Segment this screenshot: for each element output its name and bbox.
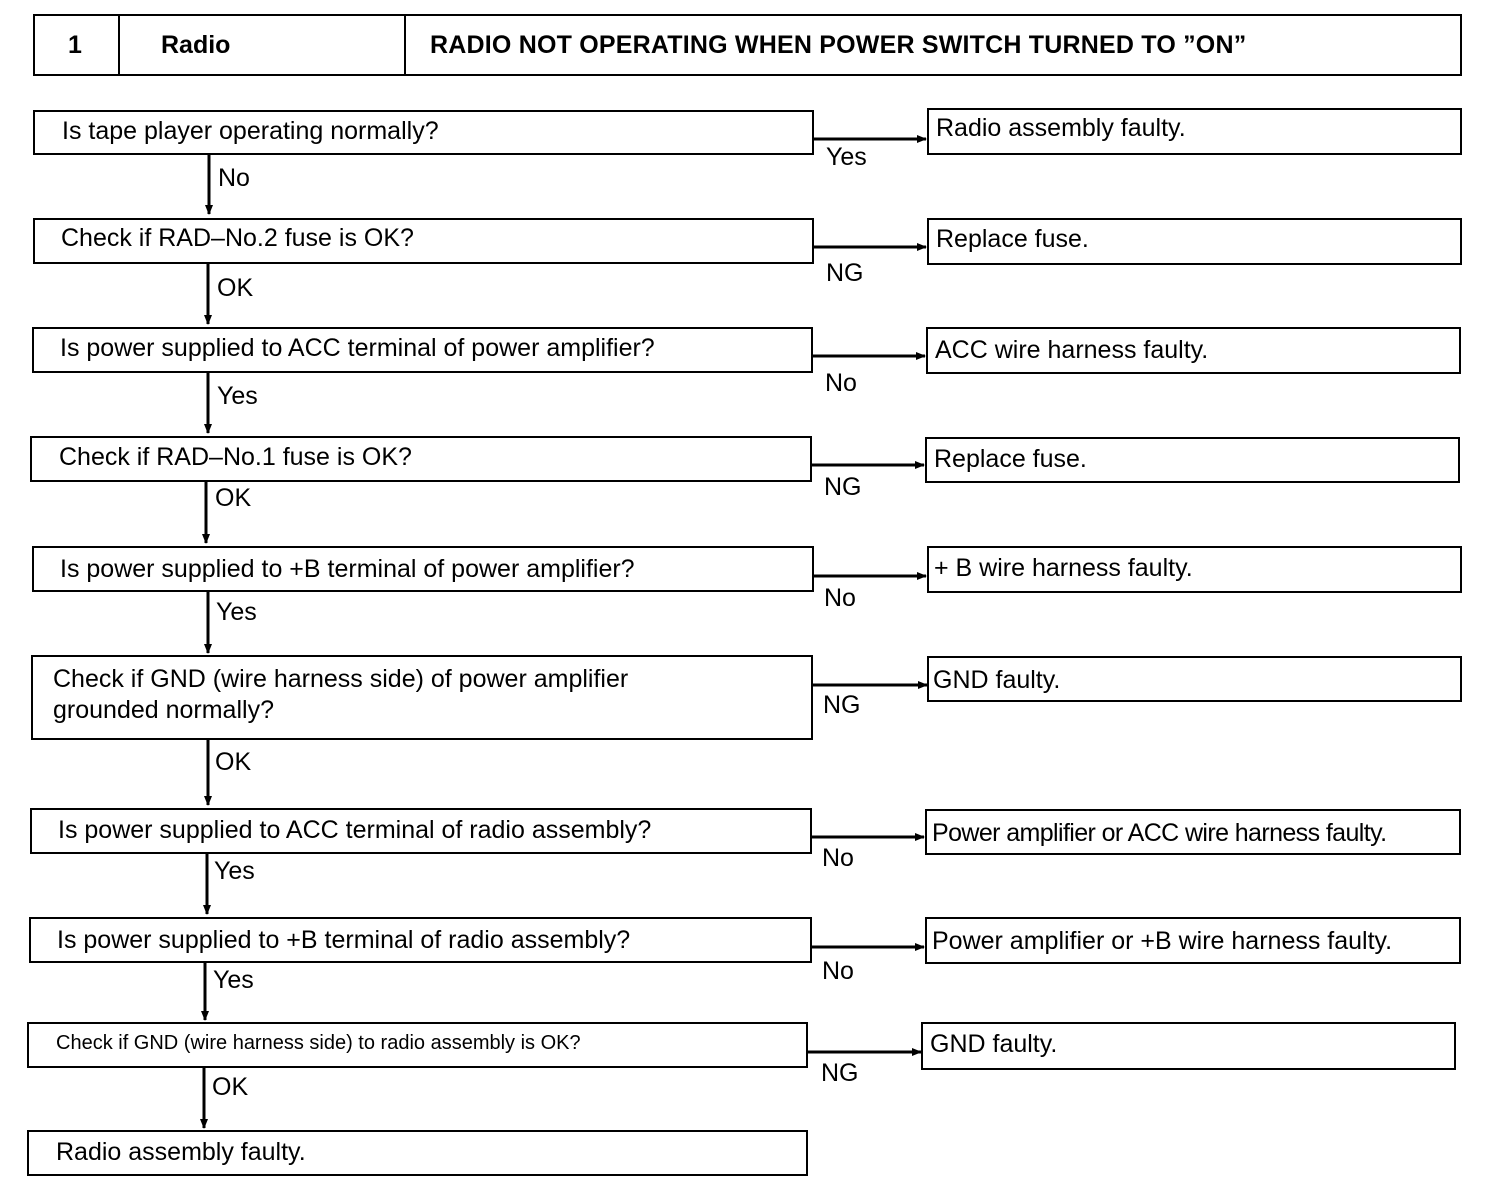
result-text-4: Replace fuse. bbox=[934, 445, 1087, 473]
result-text-7: Power amplifier or ACC wire harness faulty. bbox=[932, 819, 1387, 847]
header-title: RADIO NOT OPERATING WHEN POWER SWITCH TURNED TO ”ON” bbox=[430, 30, 1247, 59]
header-section: Radio bbox=[120, 16, 406, 74]
next-label-6: OK bbox=[215, 748, 252, 776]
question-text-6-line1: Check if GND (wire harness side) of power amplifier bbox=[53, 665, 629, 693]
branch-label-7: No bbox=[822, 844, 854, 872]
question-text-6-line2: grounded normally? bbox=[53, 696, 274, 724]
next-label-8: Yes bbox=[213, 966, 254, 994]
result-text-2: Replace fuse. bbox=[936, 225, 1089, 253]
result-text-1: Radio assembly faulty. bbox=[936, 114, 1186, 142]
next-label-9: OK bbox=[212, 1073, 249, 1101]
branch-label-5: No bbox=[824, 584, 856, 612]
next-label-5: Yes bbox=[216, 598, 257, 626]
header-number: 1 bbox=[35, 16, 120, 74]
question-text-5: Is power supplied to +B terminal of power amplifier? bbox=[60, 555, 635, 583]
question-text-1: Is tape player operating normally? bbox=[62, 117, 439, 145]
branch-label-1: Yes bbox=[826, 143, 867, 171]
branch-label-6: NG bbox=[823, 691, 861, 719]
question-text-8: Is power supplied to +B terminal of radio assembly? bbox=[57, 926, 631, 954]
question-text-9: Check if GND (wire harness side) to radio assembly is OK? bbox=[56, 1032, 581, 1054]
question-text-2: Check if RAD–No.2 fuse is OK? bbox=[61, 224, 414, 252]
branch-label-8: No bbox=[822, 957, 854, 985]
final-result-text: Radio assembly faulty. bbox=[56, 1138, 306, 1166]
question-text-3: Is power supplied to ACC terminal of power amplifier? bbox=[60, 334, 655, 362]
next-label-3: Yes bbox=[217, 382, 258, 410]
next-label-1: No bbox=[218, 164, 250, 192]
result-text-6: GND faulty. bbox=[933, 666, 1061, 694]
question-text-7: Is power supplied to ACC terminal of radio assembly? bbox=[58, 816, 652, 844]
branch-label-9: NG bbox=[821, 1059, 859, 1087]
branch-label-4: NG bbox=[824, 473, 862, 501]
branch-label-3: No bbox=[825, 369, 857, 397]
branch-label-2: NG bbox=[826, 259, 864, 287]
result-text-3: ACC wire harness faulty. bbox=[935, 336, 1209, 364]
next-label-4: OK bbox=[215, 484, 252, 512]
result-text-9: GND faulty. bbox=[930, 1030, 1058, 1058]
result-text-5: + B wire harness faulty. bbox=[934, 554, 1193, 582]
next-label-7: Yes bbox=[214, 857, 255, 885]
next-label-2: OK bbox=[217, 274, 254, 302]
result-text-8: Power amplifier or +B wire harness faulty. bbox=[932, 927, 1393, 955]
question-text-4: Check if RAD–No.1 fuse is OK? bbox=[59, 443, 412, 471]
